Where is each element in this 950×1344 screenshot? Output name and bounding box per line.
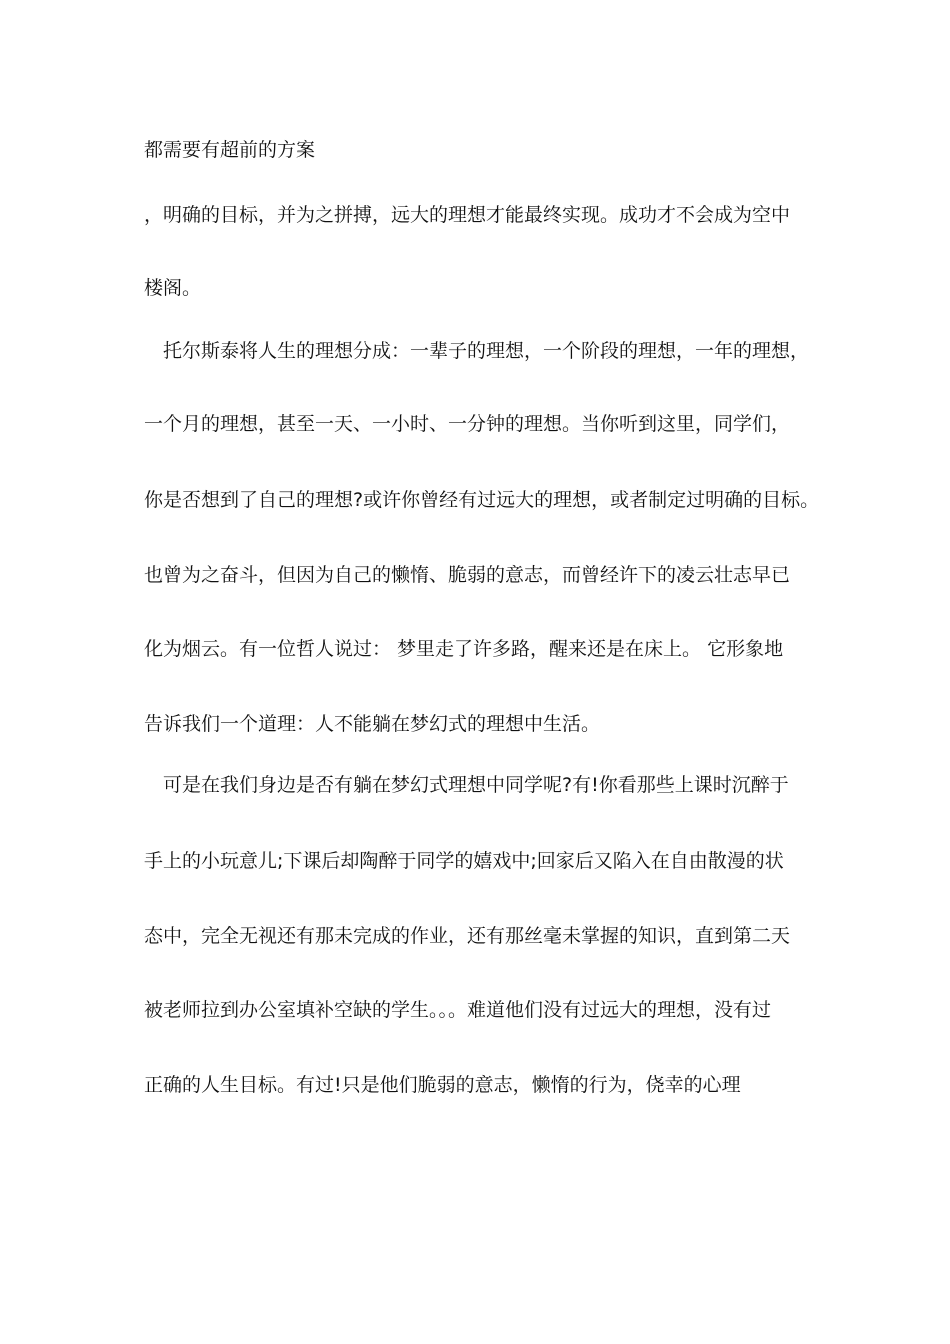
text-line: 也曾为之奋斗，但因为自己的懒惰、脆弱的意志，而曾经许下的凌云壮志早已 [144,564,791,586]
text-line: ，明确的目标，并为之拼搏，远大的理想才能最终实现。成功才不会成为空中 [144,204,791,226]
paragraph-first-line: 可是在我们身边是否有躺在梦幻式理想中同学呢?有!你看那些上课时沉醉于 [163,774,789,796]
text-line: 楼阁。 [144,277,202,299]
text-line: 都需要有超前的方案 [144,139,316,161]
text-line: 正确的人生目标。有过!只是他们脆弱的意志，懒惰的行为，侥幸的心理 [144,1074,741,1096]
text-line: 态中，完全无视还有那未完成的作业，还有那丝毫未掌握的知识，直到第二天 [144,925,791,947]
text-line: 你是否想到了自己的理想?或许你曾经有过远大的理想，或者制定过明确的目标。 [144,489,820,511]
text-line: 化为烟云。有一位哲人说过： 梦里走了许多路，醒来还是在床上。 它形象地 [144,638,784,660]
text-line: 手上的小玩意儿;下课后却陶醉于同学的嬉戏中;回家后又陷入在自由散漫的状 [144,850,784,872]
text-line: 告诉我们一个道理：人不能躺在梦幻式的理想中生活。 [144,713,601,735]
text-line: 一个月的理想，甚至一天、一小时、一分钟的理想。当你听到这里，同学们， [144,413,791,435]
text-line: 被老师拉到办公室填补空缺的学生。。。难道他们没有过远大的理想，没有过 [144,999,772,1021]
paragraph-first-line: 托尔斯泰将人生的理想分成：一辈子的理想，一个阶段的理想，一年的理想， [163,340,810,362]
